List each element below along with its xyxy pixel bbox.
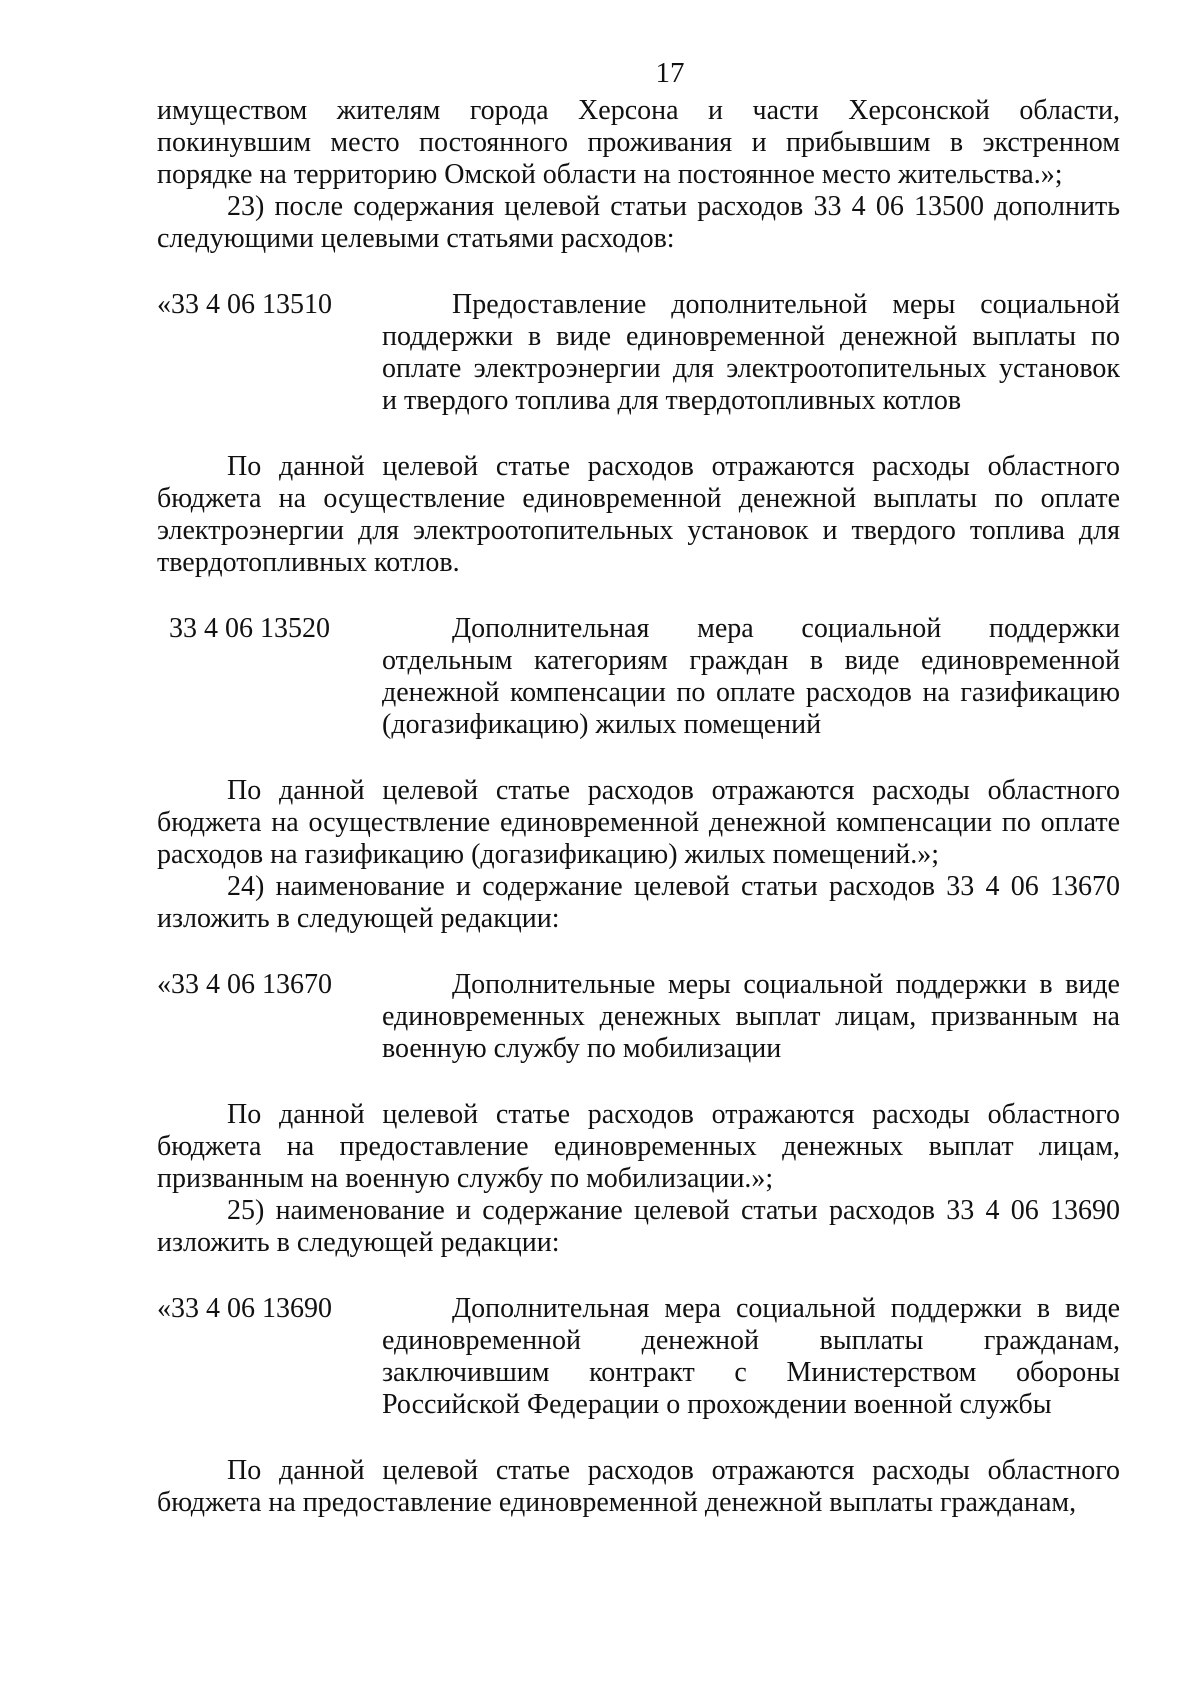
paragraph-explanation-13510: По данной целевой статье расходов отражаются расходы областного бюджета на осуществление единовременной денежной выплаты по оплате электроэнергии для электроотопительных установок и твердого топлива для твердотопливных котлов.	[157, 451, 1120, 578]
spacer	[157, 1259, 1120, 1293]
spacer	[157, 741, 1120, 775]
entry-description: Предоставление дополнительной меры социальной поддержки в виде единовременной денежной выплаты по оплате электроэнергии для электроотопительных установок и твердого топлива для твердотопливных котлов	[382, 289, 1120, 416]
spacer	[157, 935, 1120, 969]
entry-description: Дополнительная мера социальной поддержки отдельным категориям граждан в виде единовременной денежной компенсации по оплате расходов на газификацию (догазификацию) жилых помещений	[382, 613, 1120, 740]
entry-code: «33 4 06 13510	[157, 289, 332, 320]
paragraph-explanation-13690: По данной целевой статье расходов отражаются расходы областного бюджета на предоставление единовременной денежной выплаты гражданам,	[157, 1455, 1120, 1518]
entry-code: 33 4 06 13520	[169, 613, 330, 644]
budget-entry-13670	[157, 969, 1120, 1065]
spacer	[157, 255, 1120, 289]
page-number: 17	[655, 57, 685, 89]
spacer	[157, 1065, 1120, 1099]
paragraph-item-24: 24) наименование и содержание целевой статьи расходов 33 4 06 13670 изложить в следующей редакции:	[157, 871, 1120, 934]
budget-entry-13690	[157, 1293, 1120, 1421]
entry-description: Дополнительные меры социальной поддержки в виде единовременных денежных выплат лицам, призванным на военную службу по мобилизации	[382, 969, 1120, 1064]
paragraph-explanation-13670: По данной целевой статье расходов отражаются расходы областного бюджета на предоставление единовременных денежных выплат лицам, призванным на военную службу по мобилизации.»;	[157, 1099, 1120, 1194]
paragraph-item-23: 23) после содержания целевой статьи расходов 33 4 06 13500 дополнить следующими целевыми статьями расходов:	[157, 191, 1120, 254]
document-body	[157, 95, 1120, 1519]
spacer	[157, 1421, 1120, 1455]
budget-entry-13510	[157, 289, 1120, 417]
entry-code: «33 4 06 13690	[157, 1293, 332, 1324]
paragraph-continuation: имуществом жителям города Херсона и части Херсонской области, покинувшим место постоянного проживания и прибывшим в экстренном порядке на территорию Омской области на постоянное место жительства.»;	[157, 95, 1120, 190]
entry-code: «33 4 06 13670	[157, 969, 332, 1000]
budget-entry-13520	[157, 613, 1120, 741]
paragraph-explanation-13520: По данной целевой статье расходов отражаются расходы областного бюджета на осуществление единовременной денежной компенсации по оплате расходов на газификацию (догазификацию) жилых помещений.»;	[157, 775, 1120, 870]
paragraph-item-25: 25) наименование и содержание целевой статьи расходов 33 4 06 13690 изложить в следующей редакции:	[157, 1195, 1120, 1258]
spacer	[157, 579, 1120, 613]
spacer	[157, 417, 1120, 451]
entry-description: Дополнительная мера социальной поддержки в виде единовременной денежной выплаты гражданам, заключившим контракт с Министерством обороны Российской Федерации о прохождении военной службы	[382, 1293, 1120, 1420]
